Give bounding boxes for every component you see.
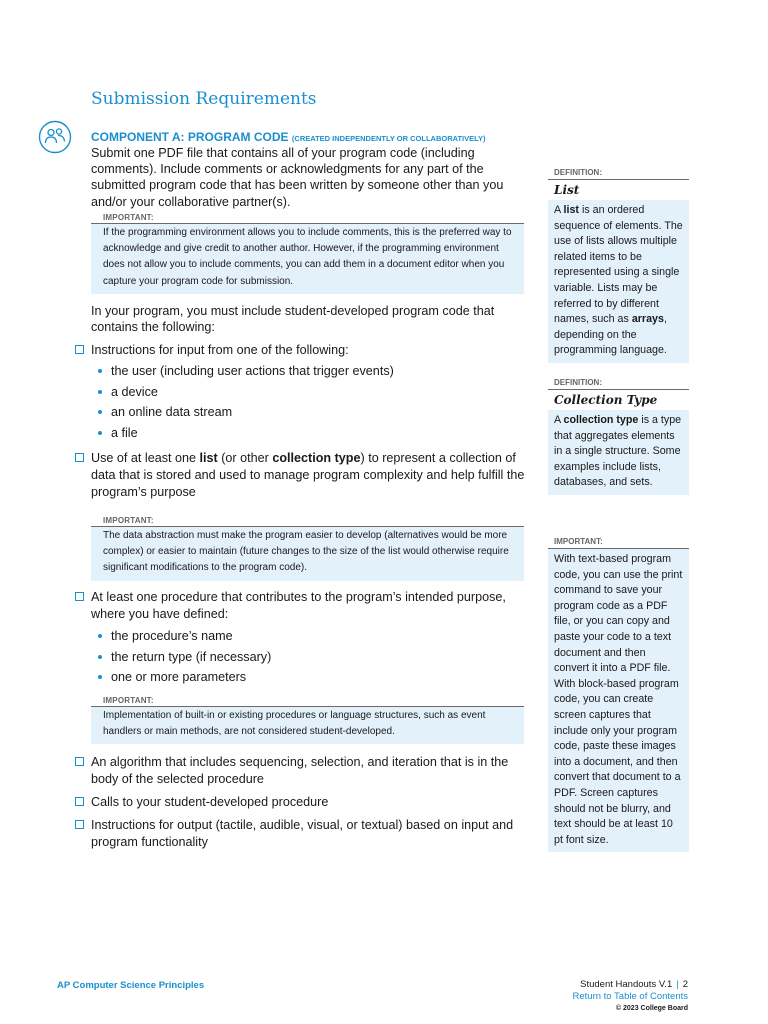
checkbox-icon <box>75 820 84 829</box>
component-intro: Submit one PDF file that contains all of your program code (including comments). Include comments or acknowledgments for any part of the submitted program code that has been written by someone other than you and/or your collaborative partner(s). <box>91 146 504 209</box>
list-item: one or more parameters <box>91 667 521 688</box>
important-label: IMPORTANT: <box>103 696 154 705</box>
toc-link[interactable]: Return to Table of Contents <box>572 991 688 1002</box>
sidebar-important <box>548 536 689 852</box>
important-label: IMPORTANT: <box>103 213 154 222</box>
definition-term-collection: Collection Type <box>554 393 658 407</box>
footer-meta: Student Handouts V.1 | 2 Return to Table of Contents © 2023 College Board <box>573 979 688 1015</box>
bullet-icon <box>98 655 102 659</box>
sidebar-important-text: With text-based program code, you can use the print command to save your program code as a PDF file, or you can copy and paste your code to a text document and then convert it into a PDF file. With block-based program code, you can create screen captures that include only your program code, paste these images into a document, and then convert that document to a PDF. Screen captures should not be blurry, and text should be at least 10 pt font size. <box>548 549 689 852</box>
definition-text-collection: A collection type is a type that aggregates elements in a single structure. Some examples include lists, databases, and sets. <box>548 410 689 495</box>
input-source-list <box>91 361 521 443</box>
definition-label: DEFINITION: <box>554 378 602 387</box>
checkbox-icon <box>75 797 84 806</box>
component-qualifier: (CREATED INDEPENDENTLY OR COLLABORATIVELY) <box>291 134 486 143</box>
requirement-procedure: At least one procedure that contributes to the program’s intended purpose, where you have defined: <box>91 589 516 623</box>
important-callout-1 <box>91 213 524 294</box>
list-item: a device <box>91 382 521 403</box>
bullet-icon <box>98 410 102 414</box>
definition-label: DEFINITION: <box>554 168 602 177</box>
bullet-icon <box>98 369 102 373</box>
important-text-2: The data abstraction must make the program easier to develop (alternatives would be more complex) or easier to maintain (future changes to the size of the list would otherwise require significant modifications to the program code). <box>91 526 524 581</box>
requirement-input-text: Instructions for input from one of the following: <box>91 343 349 357</box>
definition-text-list: A list is an ordered sequence of elements. The use of lists allows multiple related items to be represented using a single variable. Lists may be referred to by different names, such as arrays, depending on the programming language. <box>548 200 689 363</box>
footer-copyright: © 2023 College Board <box>615 1005 688 1012</box>
list-item: a file <box>91 423 521 444</box>
list-item: an online data stream <box>91 402 521 423</box>
component-heading <box>91 130 536 146</box>
checkbox-icon <box>75 345 84 354</box>
component-title: COMPONENT A: PROGRAM CODE <box>91 130 289 144</box>
checkbox-icon <box>75 757 84 766</box>
people-icon <box>38 120 72 154</box>
checkbox-icon <box>75 453 84 462</box>
requirement-list: Use of at least one list (or other collection type) to represent a collection of data that is stored and used to manage program complexity and help fulfill the program’s purpose <box>91 450 525 501</box>
list-item: the procedure’s name <box>91 626 521 647</box>
list-item: the user (including user actions that trigger events) <box>91 361 521 382</box>
requirement-algorithm: An algorithm that includes sequencing, selection, and iteration that is in the body of the selected procedure <box>91 754 525 788</box>
procedure-list <box>91 626 521 688</box>
important-callout-2 <box>91 516 524 581</box>
page-title: Submission Requirements <box>91 89 317 109</box>
definition-term-list: List <box>554 183 580 197</box>
checkbox-icon <box>75 592 84 601</box>
bullet-icon <box>98 634 102 638</box>
page-number: 2 <box>682 979 688 990</box>
important-text-3: Implementation of built-in or existing procedures or language structures, such as event handlers or main methods, are not considered student-developed. <box>91 706 524 744</box>
important-label: IMPORTANT: <box>554 537 603 546</box>
list-item: the return type (if necessary) <box>91 647 521 668</box>
requirement-calls: Calls to your student-developed procedure <box>91 794 525 811</box>
bullet-icon <box>98 390 102 394</box>
bullet-icon <box>98 675 102 679</box>
definition-collection-type <box>548 377 689 495</box>
requirement-input <box>91 342 521 359</box>
footer-course: AP Computer Science Principles <box>57 980 205 991</box>
important-label: IMPORTANT: <box>103 516 154 525</box>
definition-list <box>548 167 689 363</box>
important-callout-3 <box>91 696 524 744</box>
important-text-1: If the programming environment allows you to include comments, this is the preferred way to acknowledge and give credit to another author. However, if the programming environment does not allow you to include comments, you can add them in a document editor when you capture your program code for submission. <box>91 223 524 294</box>
footer-handouts: Student Handouts V.1 <box>580 979 673 990</box>
requirement-output: Instructions for output (tactile, audible, visual, or textual) based on input and program functionality <box>91 817 525 851</box>
bullet-icon <box>98 431 102 435</box>
program-intro: In your program, you must include student-developed program code that contains the following: <box>91 304 495 335</box>
